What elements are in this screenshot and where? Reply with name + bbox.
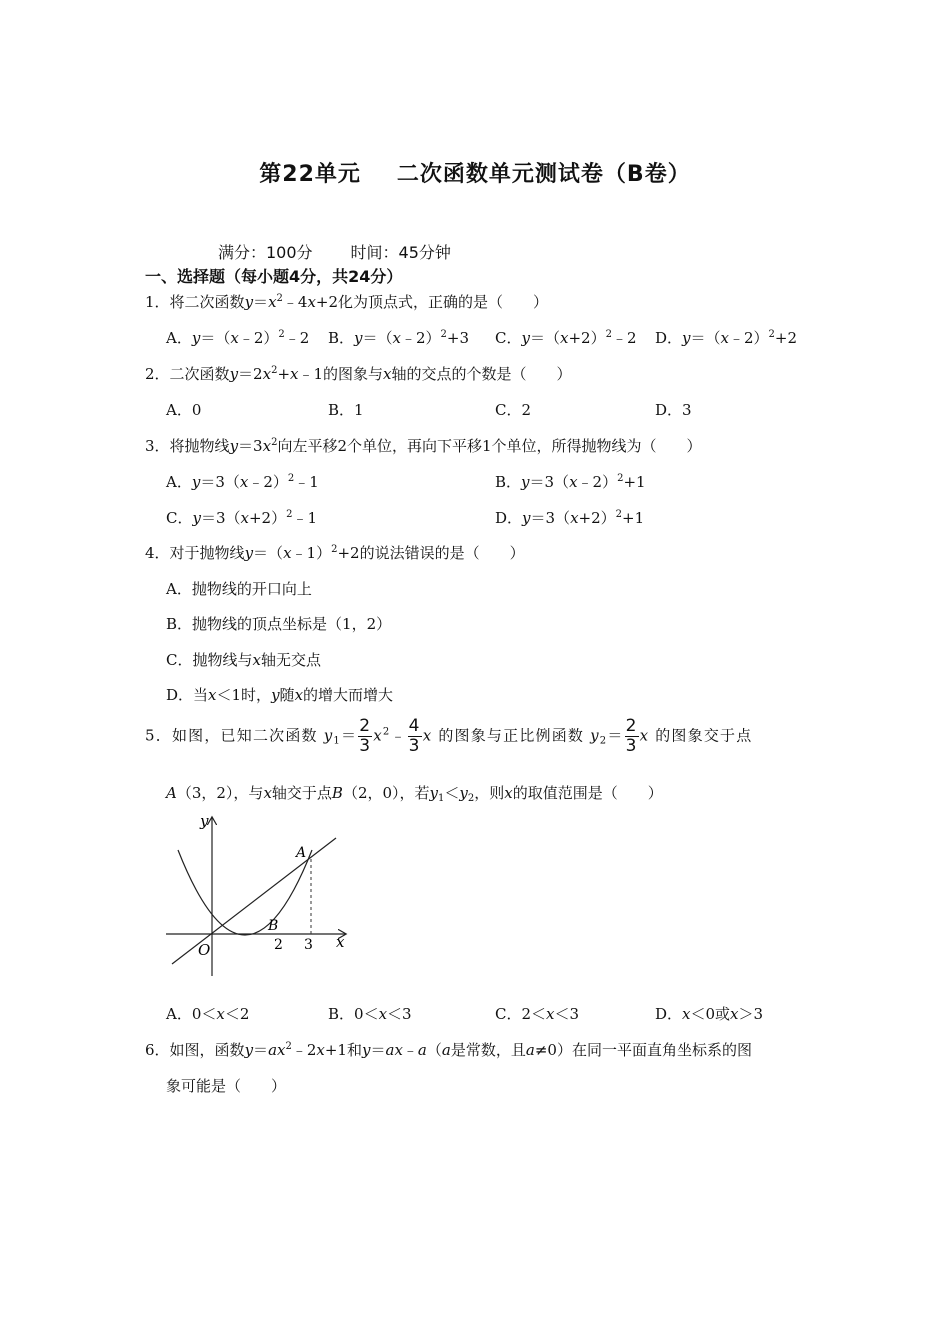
question-5-line-2: A（3，2），与x轴交于点B（2，0），若$y_1<y_2$，则x的取值范围是（ ） <box>166 784 663 804</box>
q5-option-a[interactable]: A．0＜x＜2 <box>166 1005 250 1023</box>
time-limit: 时间：45分钟 <box>350 243 451 262</box>
point-b-label: B <box>268 918 279 934</box>
y-label: y <box>200 812 209 830</box>
point-a-label: A <box>296 845 307 861</box>
q2-option-c[interactable]: C．2 <box>495 401 532 419</box>
question-3: 3．将抛物线$y=3x^2$向左平移2个单位，再向下平移1个单位，所得抛物线为（ ） <box>145 437 702 455</box>
full-score: 满分：100分 <box>218 243 313 262</box>
tick-2-label: 2 <box>274 937 283 953</box>
q2-option-d[interactable]: D．3 <box>655 401 692 419</box>
q1-option-c[interactable]: C．$y=(x+2)^2﹣2$ <box>495 329 637 347</box>
q3-option-a[interactable]: A．y＝3（x﹣2）$^2$﹣1 <box>166 473 319 491</box>
q1-option-d[interactable]: D．y＝（x﹣2）$^2$+2 <box>655 329 798 347</box>
parabola <box>178 850 312 935</box>
q2-option-b[interactable]: B．1 <box>328 401 364 419</box>
title-unit: 第22单元 <box>259 162 361 187</box>
title-name: 二次函数单元测试卷（B卷） <box>396 162 691 187</box>
q4-option-c[interactable]: C．抛物线与x轴无交点 <box>166 651 321 669</box>
question-1: 1．将二次函数$y=x^2﹣4x+2$化为顶点式，正确的是（ ） <box>145 293 549 311</box>
q5-option-b[interactable]: B．0＜x＜3 <box>328 1005 412 1023</box>
origin-label: O <box>198 941 211 959</box>
q2-option-a[interactable]: A．0 <box>166 401 202 419</box>
section-heading: 一、选择题（每小题4分，共24分） <box>145 267 403 286</box>
fraction-4-3: $\frac{4}{3}$ <box>408 716 421 756</box>
question-2: 2．二次函数$y=2x^2+x﹣1$的图象与x轴的交点的个数是（ ） <box>145 365 572 383</box>
q3-option-b[interactable]: B．y＝3（x﹣2）$^2$+1 <box>495 473 646 491</box>
x-label: x <box>336 933 345 951</box>
q4-option-a[interactable]: A．抛物线的开口向上 <box>166 580 312 598</box>
fraction-2-3-b: $\frac{2}{3}$ <box>625 716 638 756</box>
q1-option-b[interactable]: B．y＝（x﹣2）$^2$+3 <box>328 329 470 347</box>
q5-figure <box>160 810 360 980</box>
q4-option-b[interactable]: B．抛物线的顶点坐标是（1，2） <box>166 615 392 633</box>
q3-option-c[interactable]: C．$y=3(x+2)^2﹣1$ <box>166 509 318 527</box>
q3-option-d[interactable]: D．$y=3(x+2)^2+1$ <box>495 509 645 527</box>
tick-3-label: 3 <box>304 937 313 953</box>
q5-option-d[interactable]: D．x＜0或x＞3 <box>655 1005 764 1023</box>
question-5: 5．如图，已知二次函数 $y_1=$ $\frac{2}{3}$ $x^2﹣$ $\frac{4}{3}$ x 的图象与正比例函数 $y_2=$ $\frac{2}{3}$ x 的图象交于点 <box>145 716 753 756</box>
q5-option-c[interactable]: C．2＜x＜3 <box>495 1005 580 1023</box>
q4-option-d[interactable]: D．当x＜1时，y随x的增大而增大 <box>166 686 394 704</box>
exam-meta <box>218 240 451 263</box>
page-title <box>0 157 950 188</box>
question-4: 4．对于抛物线y＝（x﹣1）$^2$+2的说法错误的是（ ） <box>145 544 525 562</box>
question-6: 6．如图，函数$y=ax^2﹣2x+1$和y＝ax﹣a（a是常数，且a≠0）在同一平面直角坐标系的图 <box>145 1041 752 1059</box>
fraction-2-3: $\frac{2}{3}$ <box>359 716 372 756</box>
question-6-line-2: 象可能是（ ） <box>166 1077 287 1095</box>
q1-option-a[interactable]: A．y＝（x﹣2）$^2$﹣2 <box>166 329 310 347</box>
